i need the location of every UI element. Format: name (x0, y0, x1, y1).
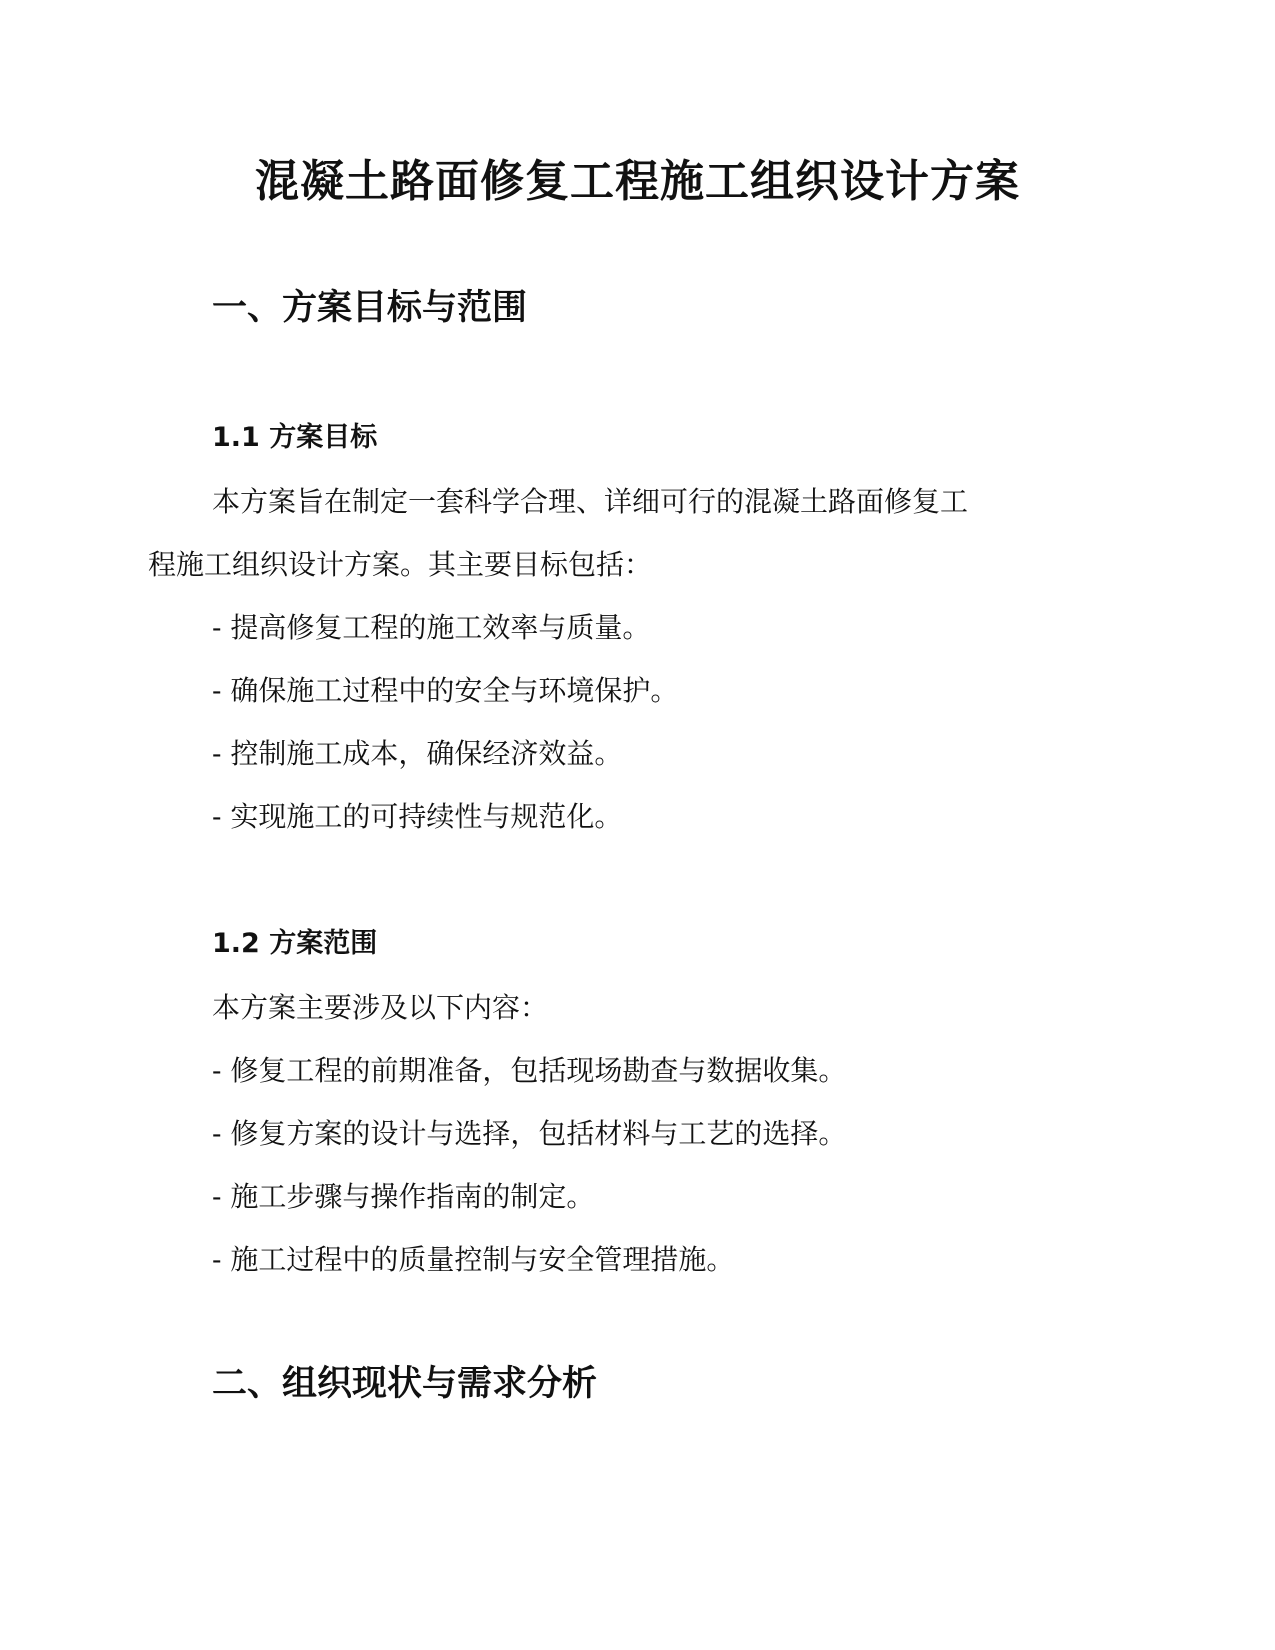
document-title: 混凝土路面修复工程施工组织设计方案 (255, 156, 1020, 207)
goal-item-3: - 控制施工成本，确保经济效益。 (212, 737, 623, 770)
subsection-1-2-heading: 1.2 方案范围 (212, 928, 378, 959)
section-1-heading: 一、方案目标与范围 (212, 288, 528, 328)
scope-item-1: - 修复工程的前期准备，包括现场勘查与数据收集。 (212, 1054, 847, 1087)
subsection-1-1-heading: 1.1 方案目标 (212, 422, 378, 453)
section-2-heading: 二、组织现状与需求分析 (212, 1364, 598, 1404)
scope-item-2: - 修复方案的设计与选择，包括材料与工艺的选择。 (212, 1117, 847, 1150)
goal-item-4: - 实现施工的可持续性与规范化。 (212, 800, 623, 833)
goal-item-1: - 提高修复工程的施工效率与质量。 (212, 611, 651, 644)
scope-item-3: - 施工步骤与操作指南的制定。 (212, 1180, 595, 1213)
goal-intro-line-2: 程施工组织设计方案。其主要目标包括： (148, 548, 653, 581)
goal-item-2: - 确保施工过程中的安全与环境保护。 (212, 674, 679, 707)
scope-item-4: - 施工过程中的质量控制与安全管理措施。 (212, 1243, 735, 1276)
scope-intro: 本方案主要涉及以下内容： (212, 991, 549, 1024)
goal-intro-line-1: 本方案旨在制定一套科学合理、详细可行的混凝土路面修复工 (212, 485, 969, 518)
